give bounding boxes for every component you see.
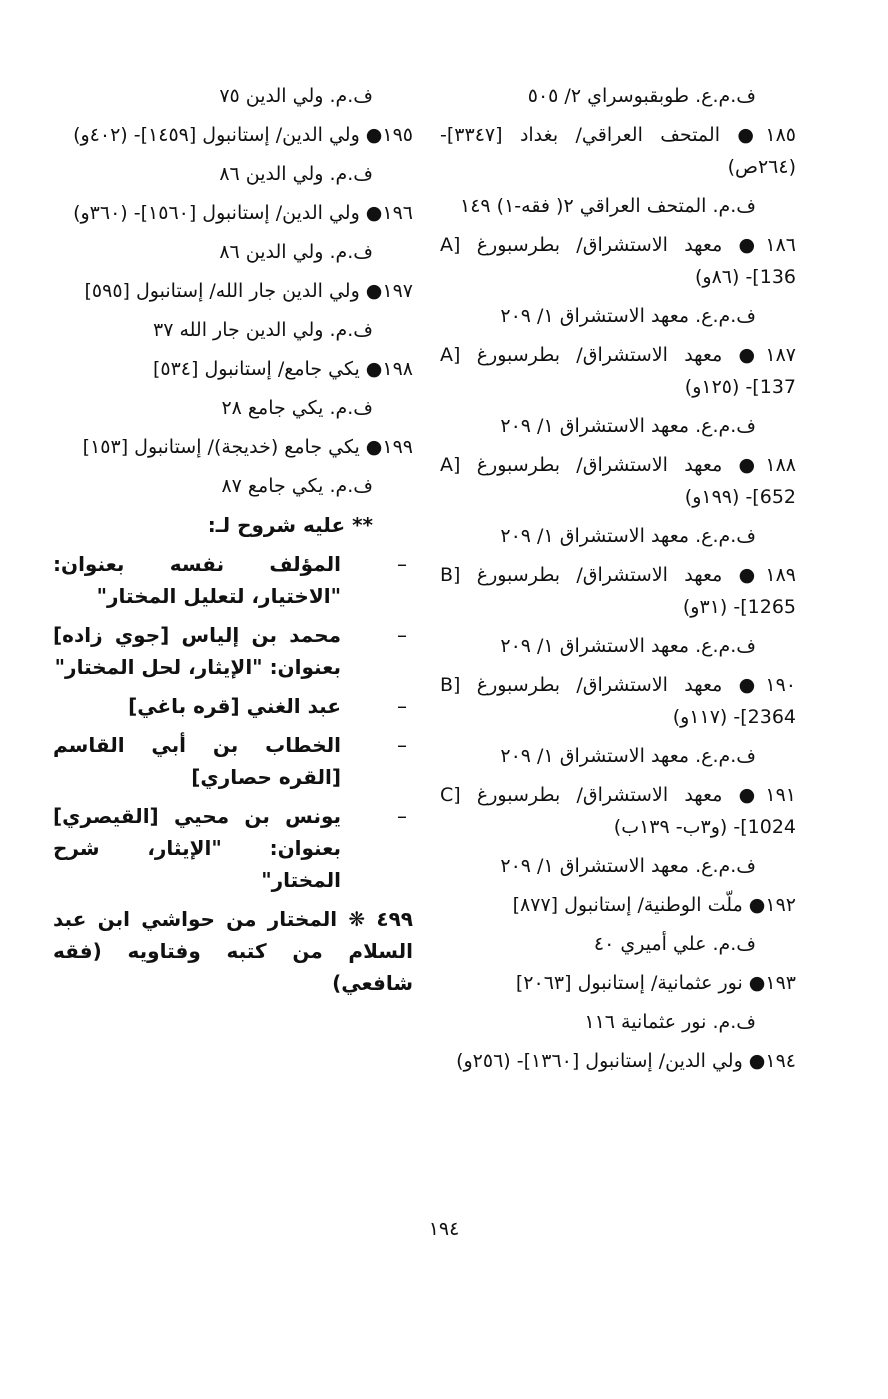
manuscript-entry: ١٩١● معهد الاستشراق/ بطرسبورغ [C 1024]- (و٣ب- ١٣٩ب) (440, 784, 796, 838)
commentary-text: الخطاب بن أبي القاسم [القره حصاري] (53, 733, 341, 789)
right-column (440, 80, 796, 1084)
manuscript-entry: ١٨٩● معهد الاستشراق/ بطرسبورغ [B 1265]- (٣١و) (440, 564, 796, 618)
work-entry-title: ٤٩٩ ❋ المختار من حواشي ابن عبد السلام من كتبه وفتاويه (فقه شافعي) (53, 907, 413, 995)
commentary-item (53, 690, 413, 729)
catalog-reference: ف.م. يكي جامع ٨٧ (221, 475, 373, 497)
catalog-reference: ف.م.ع. معهد الاستشراق ١/ ٢٠٩ (500, 305, 756, 327)
manuscript-entry: ١٩٧● ولي الدين جار الله/ إستانبول [٥٩٥] (84, 280, 413, 302)
commentary-text: يونس بن محيي [القيصري] بعنوان: "الإيثار، شرح المختار" (53, 804, 341, 892)
list-dash: – (397, 623, 407, 647)
manuscript-entry: ١٨٨● معهد الاستشراق/ بطرسبورغ [A 652]- (١٩٩و) (440, 454, 796, 508)
catalog-reference: ف.م.ع. طوبقبوسراي ٢/ ٥٠٥ (527, 85, 756, 107)
manuscript-entry: ١٩٠● معهد الاستشراق/ بطرسبورغ [B 2364]- (١١٧و) (440, 674, 796, 728)
page-number: ١٩٤ (428, 1218, 460, 1240)
manuscript-entry: ١٨٦● معهد الاستشراق/ بطرسبورغ [A 136]- (٨٦و) (440, 234, 796, 288)
manuscript-entry: ١٩٩● يكي جامع (خديجة)/ إستانبول [١٥٣] (82, 436, 413, 458)
catalog-reference: ف.م.ع. معهد الاستشراق ١/ ٢٠٩ (500, 525, 756, 547)
list-dash: – (397, 552, 407, 576)
catalog-reference: ف.م. ولي الدين ٨٦ (219, 163, 373, 185)
manuscript-entry: ١٩٤● ولي الدين/ إستانبول [١٣٦٠]- (٢٥٦و) (456, 1050, 796, 1072)
commentary-item (53, 800, 413, 903)
manuscript-entry: ١٩٣● نور عثمانية/ إستانبول [٢٠٦٣] (515, 972, 796, 994)
catalog-reference: ف.م. يكي جامع ٢٨ (221, 397, 373, 419)
left-column (53, 80, 413, 1006)
catalog-reference: ف.م.ع. معهد الاستشراق ١/ ٢٠٩ (500, 415, 756, 437)
manuscript-entry: ١٨٧● معهد الاستشراق/ بطرسبورغ [A 137]- (١٢٥و) (440, 344, 796, 398)
commentary-item (53, 729, 413, 800)
catalog-reference: ف.م. علي أميري ٤٠ (593, 933, 756, 955)
manuscript-entry: ١٩٦● ولي الدين/ إستانبول [١٥٦٠]- (٣٦٠و) (73, 202, 413, 224)
list-dash: – (397, 804, 407, 828)
catalog-reference: ف.م. المتحف العراقي ٢( فقه-١) ١٤٩ (459, 195, 756, 217)
commentary-text: المؤلف نفسه بعنوان: "الاختيار، لتعليل المختار" (53, 552, 341, 608)
catalog-reference: ف.م. ولي الدين ٧٥ (219, 85, 373, 107)
manuscript-entry: ١٩٥● ولي الدين/ إستانبول [١٤٥٩]- (٤٠٢و) (73, 124, 413, 146)
catalog-reference: ف.م. ولي الدين جار الله ٣٧ (152, 319, 373, 341)
manuscript-entry: ١٨٥● المتحف العراقي/ بغداد [٣٣٤٧]- (٢٦٤ص) (440, 124, 796, 178)
manuscript-entry: ١٩٨● يكي جامع/ إستانبول [٥٣٤] (152, 358, 413, 380)
commentaries-heading: ** عليه شروح لـ: (207, 513, 373, 537)
catalog-reference: ف.م. نور عثمانية ١١٦ (584, 1011, 756, 1033)
list-dash: – (397, 694, 407, 718)
commentary-text: عبد الغني [قره باغي] (128, 694, 341, 718)
commentary-item (53, 548, 413, 619)
catalog-reference: ف.م.ع. معهد الاستشراق ١/ ٢٠٩ (500, 745, 756, 767)
commentary-text: محمد بن إلياس [جوي زاده] بعنوان: "الإيثار، لحل المختار" (53, 623, 341, 679)
catalog-reference: ف.م. ولي الدين ٨٦ (219, 241, 373, 263)
catalog-reference: ف.م.ع. معهد الاستشراق ١/ ٢٠٩ (500, 855, 756, 877)
commentary-item (53, 619, 413, 690)
catalog-reference: ف.م.ع. معهد الاستشراق ١/ ٢٠٩ (500, 635, 756, 657)
manuscript-entry: ١٩٢● ملّت الوطنية/ إستانبول [٨٧٧] (512, 894, 796, 916)
list-dash: – (397, 733, 407, 757)
